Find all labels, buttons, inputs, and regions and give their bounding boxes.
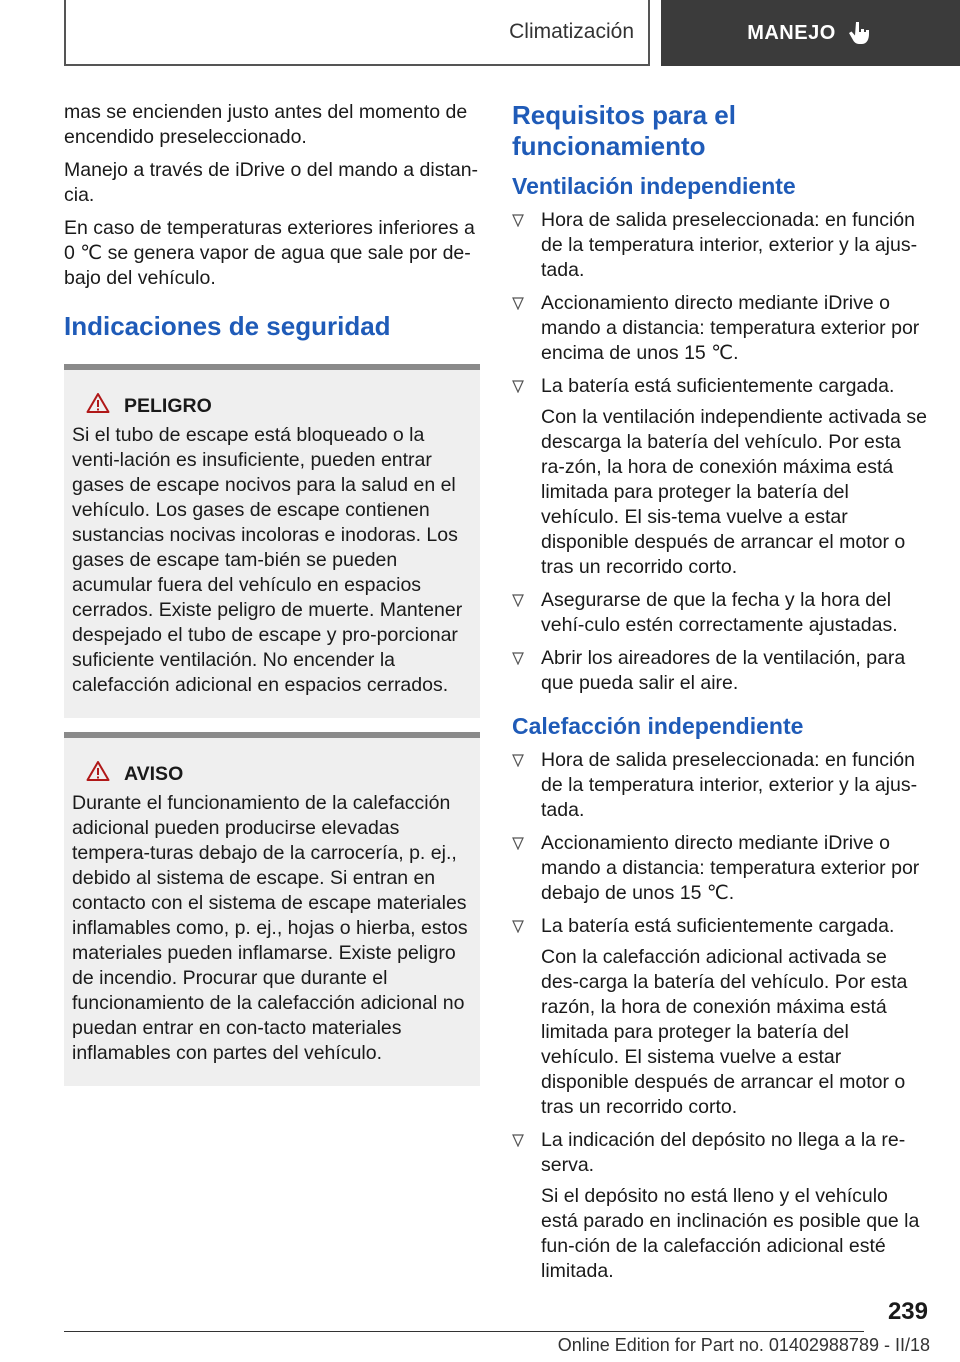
list-item: Abrir los aireadores de la ventilación, para que pueda salir el aire. [512, 646, 928, 696]
paragraph: mas se encienden justo antes del momento de encendido preseleccionado. [64, 101, 468, 148]
chapter-title: MANEJO [747, 21, 836, 44]
warning-triangle-icon [86, 760, 110, 787]
warning-triangle-icon [86, 392, 110, 419]
heading-requirements: Requisitos para el funcionamiento [512, 100, 736, 161]
heading-heating: Calefacción independiente [512, 713, 804, 739]
list-item: Hora de salida preseleccionada: en función de la temperatura interior, exterior y la ajus‐tada. [512, 208, 928, 283]
heating-list [512, 748, 928, 1284]
footer-divider [64, 1331, 864, 1332]
edition-note: Online Edition for Part no. 01402988789 - II/18 [557, 1335, 930, 1355]
notice-text: Durante el funcionamiento de la calefacción adicional pueden producirse elevadas tempera‐turas debajo de la carrocería, p. ej., debido al sistema de escape. Si entran en contacto con el sistema de escape materiales inflamables como, p. ej., hojas o hierba, estos materiales pueden inflamarse. Existe peligro de incendio. Procurar que durante el funcionamiento de la calefacción adicional no puedan entrar en con‐tacto materiales inflamables con partes del vehículo. [72, 792, 468, 1064]
triangle-bullet-icon [512, 652, 524, 665]
notice-box [64, 732, 480, 1086]
danger-box [64, 364, 480, 718]
right-column [512, 100, 928, 1292]
triangle-bullet-icon [512, 594, 524, 607]
triangle-bullet-icon [512, 754, 524, 767]
list-item: Accionamiento directo mediante iDrive o mando a distancia: temperatura exterior por encima de unos 15 ℃. [512, 291, 928, 366]
heading-safety: Indicaciones de seguridad [64, 311, 391, 341]
list-item: La batería está suficientemente cargada. Con la ventilación independiente activada se descarga la batería del vehículo. Por esta ra‐zón, la hora de conexión máxima está limitada para proteger la batería del vehículo. El sis‐tema vuelve a estar disponible después de arrancar el motor o tras un recorrido corto. [512, 374, 928, 580]
triangle-bullet-icon [512, 920, 524, 933]
list-item: Asegurarse de que la fecha y la hora del vehí‐culo estén correctamente ajustadas. [512, 588, 928, 638]
pointing-hand-icon [848, 20, 874, 46]
triangle-bullet-icon [512, 380, 524, 393]
triangle-bullet-icon [512, 214, 524, 227]
paragraph: Manejo a través de iDrive o del mando a distan‐cia. [64, 159, 479, 206]
triangle-bullet-icon [512, 837, 524, 850]
paragraph: En caso de temperaturas exteriores inferiores a 0 ℃ se genera vapor de agua que sale por de‐bajo del vehículo. [64, 217, 475, 289]
battery-note: Con la calefacción adicional activada se des‐carga la batería del vehículo. Por esta razón, la hora de conexión máxima está limitada para proteger la batería del vehículo. El sistema vuelve a estar disponible después de arrancar el motor o tras un recorrido corto. [541, 946, 908, 1118]
triangle-bullet-icon [512, 1134, 524, 1147]
page-header [0, 0, 960, 66]
notice-title: AVISO [124, 762, 184, 785]
list-item: La indicación del depósito no llega a la re‐serva. Si el depósito no está lleno y el vehículo está parado en inclinación es posible que la fun‐ción de la calefacción adicional esté limitada. [512, 1128, 928, 1284]
left-column [64, 100, 480, 1086]
heading-ventilation: Ventilación independiente [512, 173, 796, 199]
list-item: La batería está suficientemente cargada. Con la calefacción adicional activada se des‐carga la batería del vehículo. Por esta razón, la hora de conexión máxima está limitada para proteger la batería del vehículo. El sistema vuelve a estar disponible después de arrancar el motor o tras un recorrido corto. [512, 914, 928, 1120]
list-item: Hora de salida preseleccionada: en función de la temperatura interior, exterior y la ajus‐tada. [512, 748, 928, 823]
triangle-bullet-icon [512, 297, 524, 310]
list-item: Accionamiento directo mediante iDrive o mando a distancia: temperatura exterior por debajo de unos 15 ℃. [512, 831, 928, 906]
section-title: Climatización [64, 0, 650, 66]
danger-text: Si el tubo de escape está bloqueado o la venti‐lación es insuficiente, pueden entrar gases de escape nocivos para la salud en el vehículo. Los gases de escape contienen sustancias nocivas incoloras e inodoras. Los gases de escape tam‐bién se pueden acumular fuera del vehículo en espacios cerrados. Existe peligro de muerte. Mantener despejado el tubo de escape y pro‐porcionar suficiente ventilación. No encender la calefacción adicional en espacios cerrados. [72, 424, 463, 696]
battery-note: Con la ventilación independiente activada se descarga la batería del vehículo. Por esta ra‐zón, la hora de conexión máxima está limitada para proteger la batería del vehículo. El sis‐tema vuelve a estar disponible después de arrancar el motor o tras un recorrido corto. [541, 406, 927, 578]
chapter-tab [661, 0, 960, 66]
ventilation-list [512, 208, 928, 696]
page-number: 239 [887, 1298, 928, 1325]
danger-header [72, 392, 472, 419]
notice-header [72, 760, 472, 787]
danger-title: PELIGRO [124, 394, 212, 417]
tank-note: Si el depósito no está lleno y el vehículo está parado en inclinación es posible que la fun‐ción de la calefacción adicional esté limitada. [541, 1185, 920, 1282]
